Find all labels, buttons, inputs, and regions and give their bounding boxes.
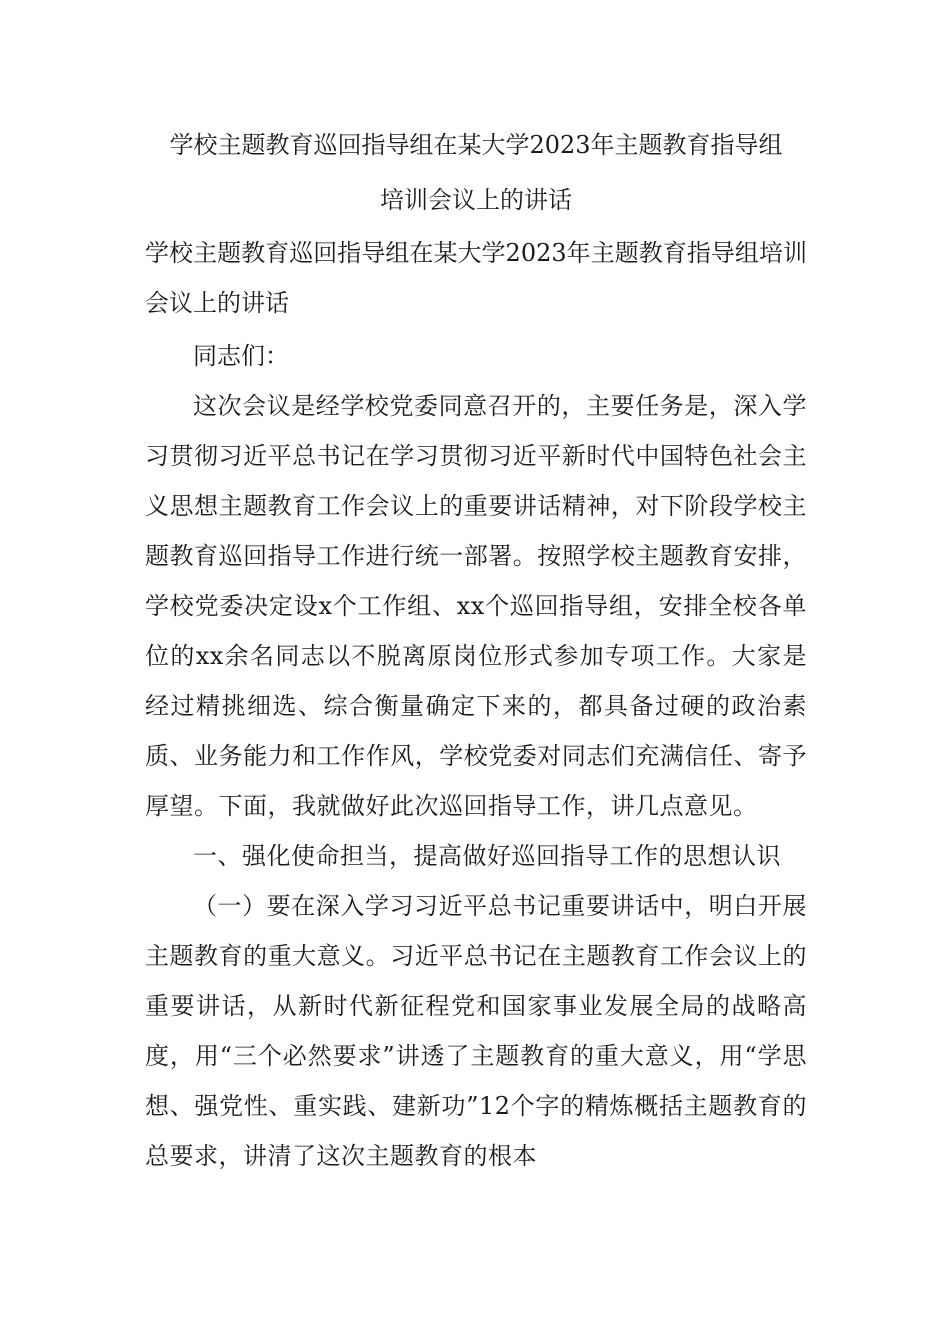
document-body — [145, 118, 807, 1181]
greeting: 同志们： — [193, 342, 289, 370]
section-heading-1: 一、强化使命担当，提高做好巡回指导工作的思想认识 — [193, 842, 781, 870]
document-subtitle: 学校主题教育巡回指导组在某大学2023年主题教育指导组培训会议上的讲话 — [145, 239, 807, 317]
paragraph-section-1-1: （一）要在深入学习习近平总书记重要讲话中，明白开展主题教育的重大意义。习近平总书记在主题教育工作会议上的重要讲话，从新时代新征程党和国家事业发展全局的战略高度，用“三个必然要求”讲透了主题教育的重大意义，用“学思想、强党性、重实践、建新功”12个字的精炼概括主题教育的总要求，讲清了这次主题教育的根本 — [145, 892, 807, 1170]
title-line-1: 学校主题教育巡回指导组在某大学2023年主题教育指导组 — [169, 131, 783, 159]
paragraph-intro: 这次会议是经学校党委同意召开的，主要任务是，深入学习贯彻习近平总书记在学习贯彻习近平新时代中国特色社会主义思想主题教育工作会议上的重要讲话精神，对下阶段学校主题教育巡回指导工作进行统一部署。按照学校主题教育安排，学校党委决定设x个工作组、xx个巡回指导组，安排全校各单位的xx余名同志以不脱离原岗位形式参加专项工作。大家是经过精挑细选、综合衡量确定下来的，都具备过硬的政治素质、业务能力和工作作风，学校党委对同志们充满信任、寄予厚望。下面，我就做好此次巡回指导工作，讲几点意见。 — [145, 392, 807, 820]
document-title — [145, 118, 807, 228]
title-line-2: 培训会议上的讲话 — [380, 186, 572, 214]
